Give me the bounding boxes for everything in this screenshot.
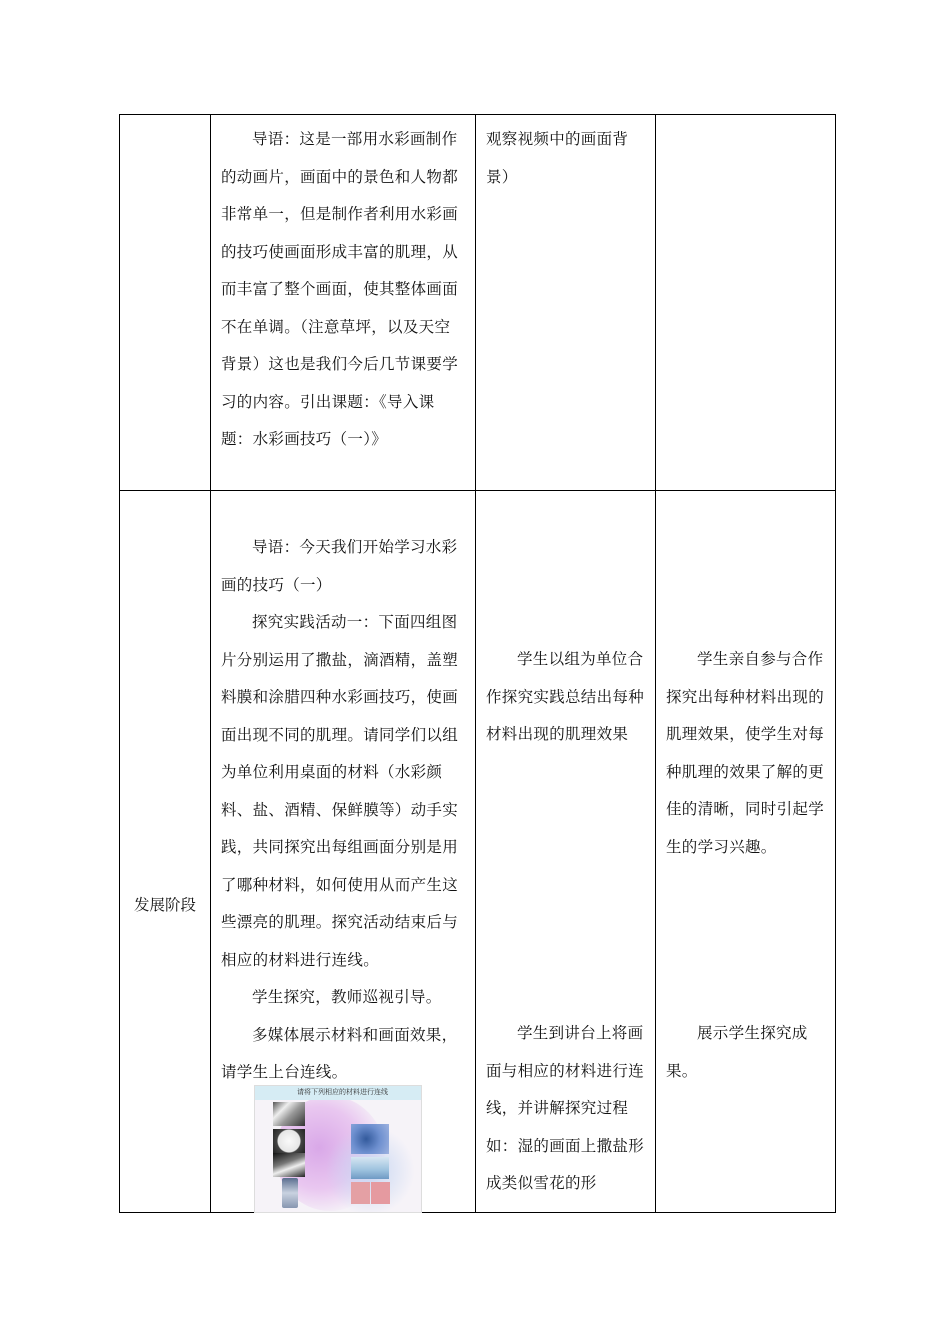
salt-thumbnail	[273, 1129, 305, 1153]
multimedia-paragraph: 多媒体展示材料和画面效果，请学生上台连线。	[221, 1025, 458, 1081]
design-intent-cell	[656, 115, 836, 491]
intent-text: 学生亲自参与合作探究出每种材料出现的肌理效果，使学生对每种肌理的效果了解的更佳的清晰，同时引起学生的学习兴趣。	[666, 650, 825, 856]
image-caption: 请将下列相应的材料进行连线	[297, 1088, 388, 1096]
table-row	[120, 115, 836, 491]
activity-paragraph: 探究实践活动一：下面四组图片分别运用了撒盐，滴酒精，盖塑料膜和涂腊四种水彩画技巧，使画面出现不同的肌理。请同学们以组为单位利用桌面的材料（水彩颜料、盐、酒精、保鲜膜等）动手实践，共同探究出每组画面分别是用了哪种材料，如何使用从而产生这些漂亮的肌理。探究活动结束后与相应的材料进行连线。	[221, 613, 459, 969]
table-row	[120, 491, 836, 1213]
design-intent-cell	[656, 491, 836, 1213]
texture-blue-thumbnail	[351, 1124, 389, 1154]
intro-paragraph: 导语：这是一部用水彩画制作的动画片，画面中的景色和人物都非常单一，但是制作者利用水彩画的技巧使画面形成丰富的肌理，从而丰富了整个画面，使其整体画面不在单调。（注意草坪，以及天空背景）这也是我们今后几节课要学习的内容。引出课题：《导入课题：水彩画技巧（一）》	[221, 130, 459, 448]
student-present-text: 学生到讲台上将画面与相应的材料进行连线，并讲解探究过程如：湿的画面上撒盐形成类似雪花的形	[486, 1024, 645, 1192]
teacher-activity-cell	[211, 115, 476, 491]
texture-pink-thumbnail	[371, 1182, 390, 1204]
plastic-wrap-thumbnail	[273, 1153, 305, 1177]
showcase-text: 展示学生探究成果。	[666, 1024, 808, 1080]
chalk-thumbnail	[273, 1102, 305, 1126]
student-activity-text: 观察视频中的画面背景）	[486, 130, 629, 186]
texture-sky-thumbnail	[351, 1157, 389, 1179]
student-activity-cell	[476, 491, 656, 1213]
lead-paragraph: 导语：今天我们开始学习水彩画的技巧（一）	[221, 538, 458, 594]
stage-cell	[120, 491, 211, 1213]
stage-label: 发展阶段	[133, 896, 196, 914]
guidance-paragraph: 学生探究，教师巡视引导。	[252, 988, 442, 1006]
lesson-plan-table	[119, 114, 836, 1213]
teacher-activity-cell	[211, 491, 476, 1213]
texture-pink-thumbnail	[351, 1182, 370, 1204]
student-activity-cell	[476, 115, 656, 491]
alcohol-bottle-thumbnail	[282, 1178, 298, 1208]
student-group-text: 学生以组为单位合作探究实践总结出每种材料出现的肌理效果	[486, 650, 645, 743]
stage-cell	[120, 115, 211, 491]
materials-matching-image	[254, 1085, 422, 1213]
